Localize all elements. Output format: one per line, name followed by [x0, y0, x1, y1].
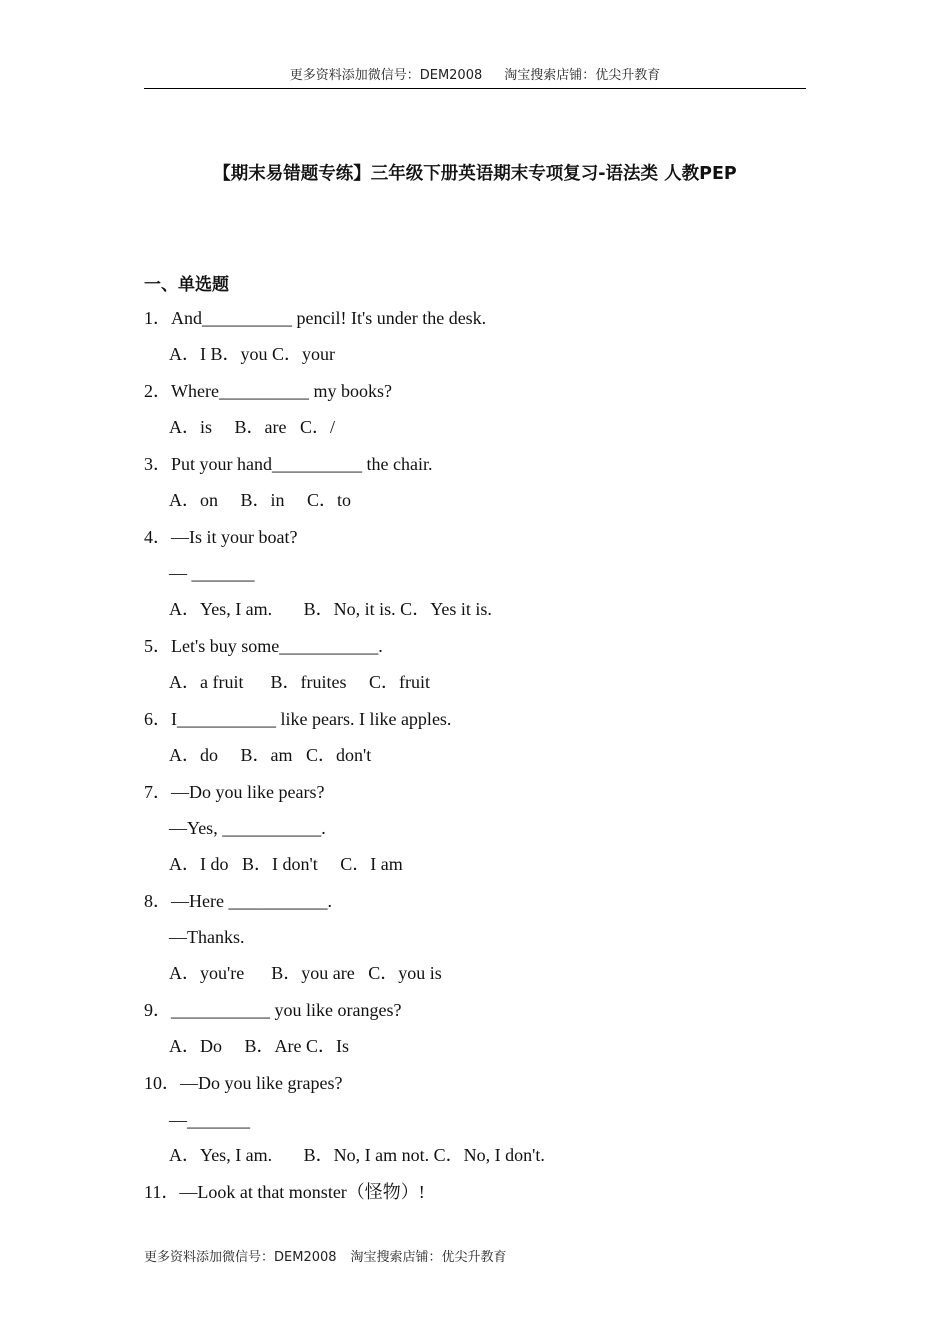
option-line: A．is B．are C．/: [169, 417, 335, 437]
document-title: 【期末易错题专练】三年级下册英语期末专项复习-语法类 人教PEP: [213, 164, 737, 184]
question-line: 11．—Look at that monster（怪物）!: [144, 1182, 425, 1202]
question-line: 5．Let's buy some___________.: [144, 636, 383, 656]
question-line: 6．I___________ like pears. I like apples.: [144, 709, 452, 729]
option-line: A．a fruit B．fruites C．fruit: [169, 672, 430, 692]
option-line: A．on B．in C．to: [169, 490, 352, 510]
header-wechat: 更多资料添加微信号：DEM2008: [289, 68, 483, 83]
option-line: —_______: [169, 1110, 250, 1130]
footer-shop: 淘宝搜索店铺：优尖升教育: [350, 1250, 507, 1265]
option-line: A．I B．you C．your: [169, 344, 335, 364]
page-footer: [144, 1246, 507, 1265]
option-line: —Yes, ___________.: [169, 818, 326, 838]
header-shop: 淘宝搜索店铺：优尖升教育: [504, 68, 661, 83]
question-line: 3．Put your hand__________ the chair.: [144, 454, 433, 474]
question-line: 1．And__________ pencil! It's under the desk.: [144, 308, 487, 328]
page-header: [144, 66, 806, 89]
option-line: — _______: [169, 563, 255, 583]
section-heading: 一、单选题: [144, 275, 229, 295]
question-line: 9．___________ you like oranges?: [144, 1000, 402, 1020]
option-line: A．Yes, I am. B．No, I am not. C．No, I don't.: [169, 1145, 545, 1165]
option-line: A．Yes, I am. B．No, it is. C．Yes it is.: [169, 599, 492, 619]
question-line: 4．—Is it your boat?: [144, 527, 298, 547]
question-line: 7．—Do you like pears?: [144, 782, 325, 802]
option-line: A．Do B．Are C．Is: [169, 1036, 349, 1056]
option-line: —Thanks.: [169, 927, 245, 947]
option-line: A．I do B．I don't C．I am: [169, 854, 403, 874]
option-line: A．you're B．you are C．you is: [169, 963, 442, 983]
question-line: 10．—Do you like grapes?: [144, 1073, 343, 1093]
option-line: A．do B．am C．don't: [169, 745, 372, 765]
question-line: 8．—Here ___________.: [144, 891, 332, 911]
footer-wechat: 更多资料添加微信号：DEM2008: [144, 1250, 337, 1265]
question-line: 2．Where__________ my books?: [144, 381, 392, 401]
